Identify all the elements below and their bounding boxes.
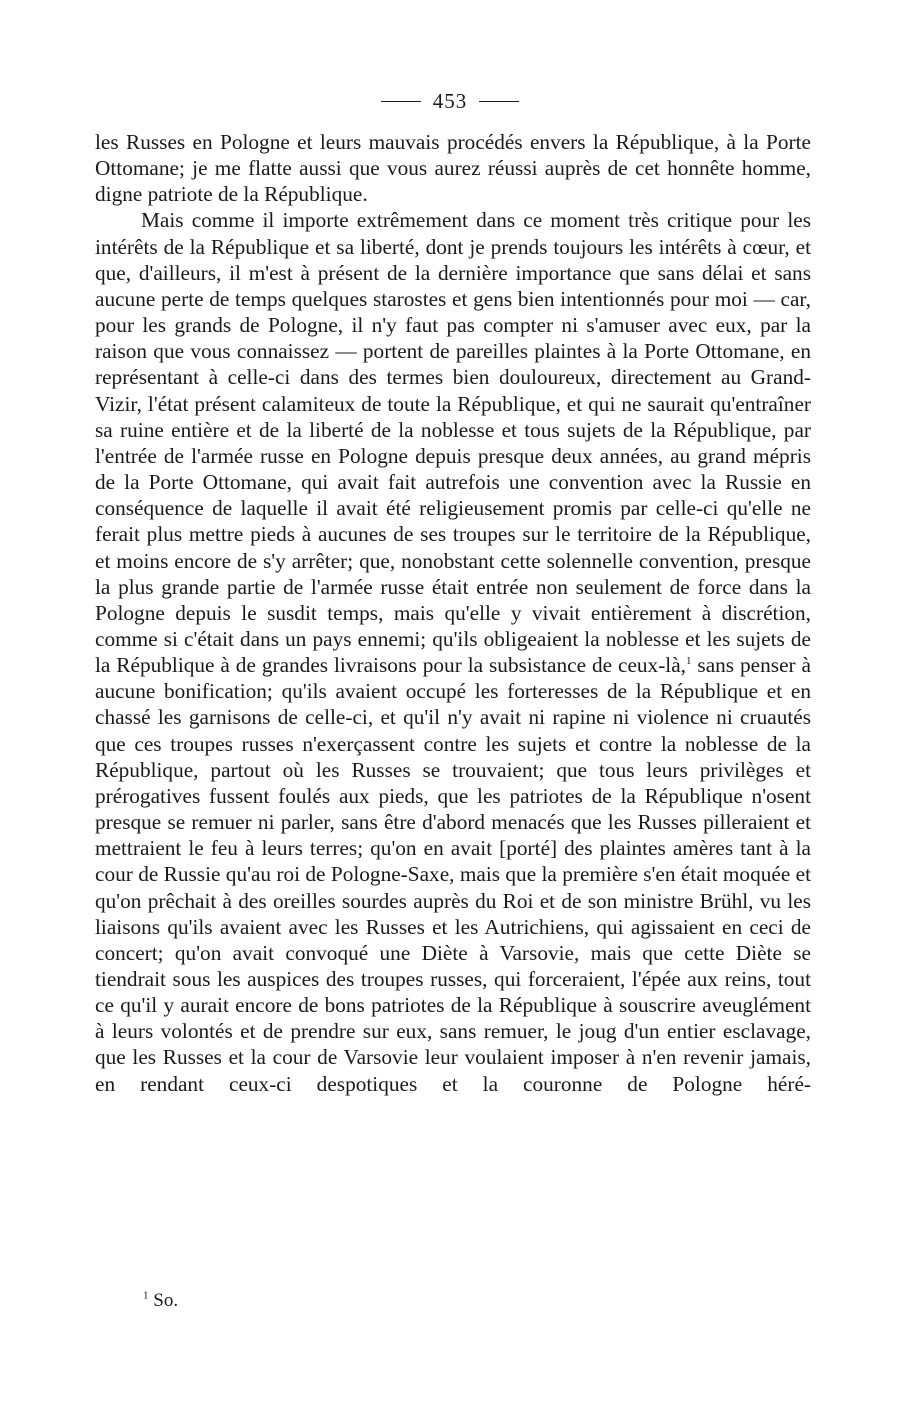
paragraph-main-part-2: sans penser à aucune bonification; qu'ils avaient occupé les forteresses de la République et en chassé les garnisons de celle-ci, et qu'il n'y avait ni rapine ni violence ni cruautés que ces troupes russes n'exerçassent contre les sujets et contre la noblesse de la République, partout où les Russes se trouvaient; que tous leurs privilèges et prérogatives fussent foulés aux pieds, que les patriotes de la République n'osent presque se remuer ni parler, sans être d'abord menacés que les Russes pilleraient et mettraient le feu à leurs terres; qu'on en avait [porté] des plaintes amères tant à la cour de Russie qu'au roi de Pologne-Saxe, mais que la première s'en était moquée et qu'on prêchait à des oreilles sourdes auprès du Roi et de son ministre Brühl, vu les liaisons qu'ils avaient avec les Russes et les Autrichiens, qui agissaient en ceci de concert; qu'on avait convoqué une Diète à Varsovie, mais que cette Diète se tiendrait sous les auspices des troupes russes, qui forceraient, l'épée aux reins, tout ce qu'il y aurait encore de bons patriotes de la République à souscrire aveuglément à leurs volontés et de prendre sur eux, sans remuer, le joug d'un entier esclavage, que les Russes et la cour de Varsovie leur voulaient imposer à n'en revenir jamais, en rendant ceux-ci despotiques et la couronne de Pologne héré- [95,653,811,1096]
page-number: 453 [432,89,468,113]
paragraph-main-part-1: Mais comme il importe extrêmement dans ce moment très critique pour les intérêts de la République et sa liberté, dont je prends toujours les intérêts à cœur, et que, d'ailleurs, il m'est à présent de la dernière importance que sans délai et sans aucune perte de temps quelques starostes et gens bien intentionnés pour moi — car, pour les grands de Pologne, il n'y faut pas compter ni s'amuser avec eux, par la raison que vous connaissez — portent de pareilles plaintes à la Porte Ottomane, en représentant à celle-ci dans des termes bien douloureux, directement au Grand-Vizir, l'état présent calamiteux de toute la République, et qui ne saurait qu'entraîner sa ruine entière et de la liberté de la noblesse et tous sujets de la République, par l'entrée de l'armée russe en Pologne depuis presque deux années, au grand mépris de la Porte Ottomane, qui avait fait autrefois une convention avec la Russie en conséquence de laquelle il avait été religieusement promis par celle-ci qu'elle ne ferait plus mettre pieds à aucunes de ses troupes sur le territoire de la République, et moins encore de s'y arrêter; que, nonobstant cette solennelle convention, presque la plus grande partie de l'armée russe était entrée non seulement de force dans la Pologne depuis le susdit temps, mais qu'elle y vivait entièrement à discrétion, comme si c'était dans un pays ennemi; qu'ils obligeaient la noblesse et les sujets de la République à de grandes livraisons pour la subsistance de ceux-là, [95,208,811,678]
page-header [0,86,900,116]
header-rule-left [381,101,421,102]
header-rule-right [479,101,519,102]
footnote-mark: 1 [143,1289,149,1302]
paragraph-main [95,207,811,1096]
footnote-reference: 1 [685,655,692,668]
footnote-text: So. [153,1290,179,1311]
paragraph-continuation: les Russes en Pologne et leurs mauvais procédés envers la République, à la Porte Ottomane; je me flatte aussi que vous aurez réussi auprès de cet honnête homme, digne patriote de la République. [95,130,811,207]
footnote [143,1288,178,1314]
body-text [95,129,811,1097]
